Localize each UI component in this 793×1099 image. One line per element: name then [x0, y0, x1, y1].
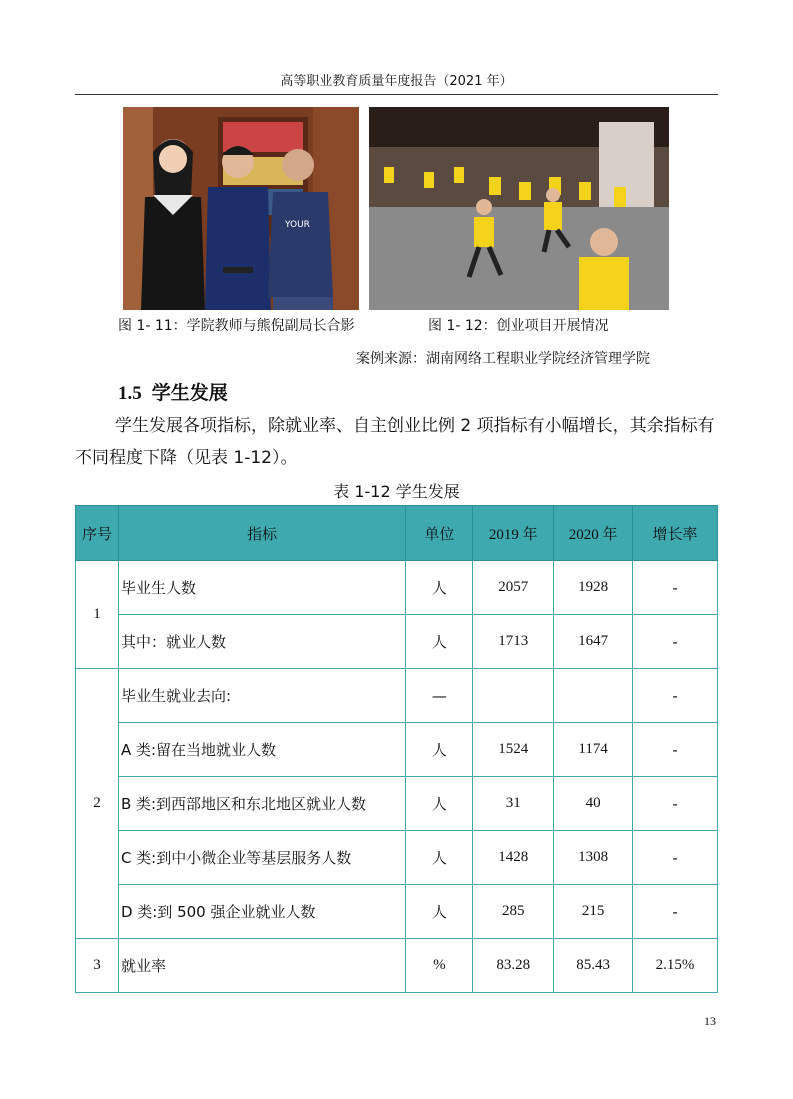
row-2019: 2057: [473, 561, 554, 615]
table-row: [76, 615, 718, 669]
row-indicator: D 类:到 500 强企业就业人数: [118, 885, 405, 939]
table-row: [76, 939, 718, 993]
row-unit: 人: [406, 561, 473, 615]
table-caption: 表 1-12 学生发展: [333, 482, 460, 501]
table-row: [76, 885, 718, 939]
page-header: 高等职业教育质量年度报告（2021 年）: [75, 70, 718, 95]
shirt-text: YOUR: [285, 220, 310, 230]
row-growth: -: [633, 885, 718, 939]
row-2020: 1308: [554, 831, 633, 885]
row-unit: 人: [406, 723, 473, 777]
row-indicator: 就业率: [118, 939, 405, 993]
row-unit: 人: [406, 615, 473, 669]
header-growth: 增长率: [633, 506, 718, 561]
row-growth: -: [633, 831, 718, 885]
left-photo-caption: 图 1- 11：学院教师与熊倪副局长合影: [118, 318, 355, 334]
row-no: 1: [76, 561, 119, 669]
row-2020: 1174: [554, 723, 633, 777]
row-growth: 2.15%: [633, 939, 718, 993]
table-row: [76, 723, 718, 777]
group-photo: [123, 107, 359, 310]
row-2020: 1928: [554, 561, 633, 615]
row-unit: 人: [406, 885, 473, 939]
row-growth: -: [633, 615, 718, 669]
student-development-table: [75, 505, 718, 993]
row-indicator: C 类:到中小微企业等基层服务人数: [118, 831, 405, 885]
row-2019: 1713: [473, 615, 554, 669]
row-2020: 215: [554, 885, 633, 939]
table-row: [76, 831, 718, 885]
row-2020: [554, 669, 633, 723]
table-row: [76, 777, 718, 831]
section-number: 1.5: [118, 383, 142, 404]
header-2020: 2020 年: [554, 506, 633, 561]
row-growth: -: [633, 723, 718, 777]
row-indicator: 其中：就业人数: [118, 615, 405, 669]
section-heading: [118, 378, 228, 405]
row-2020: 85.43: [554, 939, 633, 993]
row-2019: 1524: [473, 723, 554, 777]
header-indicator: 指标: [118, 506, 405, 561]
row-2020: 40: [554, 777, 633, 831]
body-paragraph: 学生发展各项指标，除就业率、自主创业比例 2 项指标有小幅增长，其余指标有不同程度下降（见表 1-12）。: [75, 416, 715, 468]
case-source: 案例来源：湖南网络工程职业学院经济管理学院: [356, 351, 650, 367]
row-indicator: 毕业生就业去向:: [118, 669, 405, 723]
row-growth: -: [633, 669, 718, 723]
row-indicator: 毕业生人数: [118, 561, 405, 615]
table-header-row: [76, 506, 718, 561]
row-growth: -: [633, 777, 718, 831]
row-2019: 83.28: [473, 939, 554, 993]
section-title: 学生发展: [151, 382, 228, 404]
right-photo-caption: 图 1- 12：创业项目开展情况: [428, 318, 609, 334]
header-no: 序号: [76, 506, 119, 561]
page-number: 13: [704, 1014, 716, 1028]
table-row: [76, 669, 718, 723]
row-no: 3: [76, 939, 119, 993]
header-unit: 单位: [406, 506, 473, 561]
row-unit: %: [406, 939, 473, 993]
row-2020: 1647: [554, 615, 633, 669]
row-2019: 31: [473, 777, 554, 831]
row-unit: —: [406, 669, 473, 723]
row-indicator: B 类:到西部地区和东北地区就业人数: [118, 777, 405, 831]
class-photo: [369, 107, 669, 310]
row-unit: 人: [406, 831, 473, 885]
row-indicator: A 类:留在当地就业人数: [118, 723, 405, 777]
row-2019: [473, 669, 554, 723]
row-2019: 1428: [473, 831, 554, 885]
row-unit: 人: [406, 777, 473, 831]
row-2019: 285: [473, 885, 554, 939]
row-no: 2: [76, 669, 119, 939]
table-row: [76, 561, 718, 615]
row-growth: -: [633, 561, 718, 615]
header-2019: 2019 年: [473, 506, 554, 561]
